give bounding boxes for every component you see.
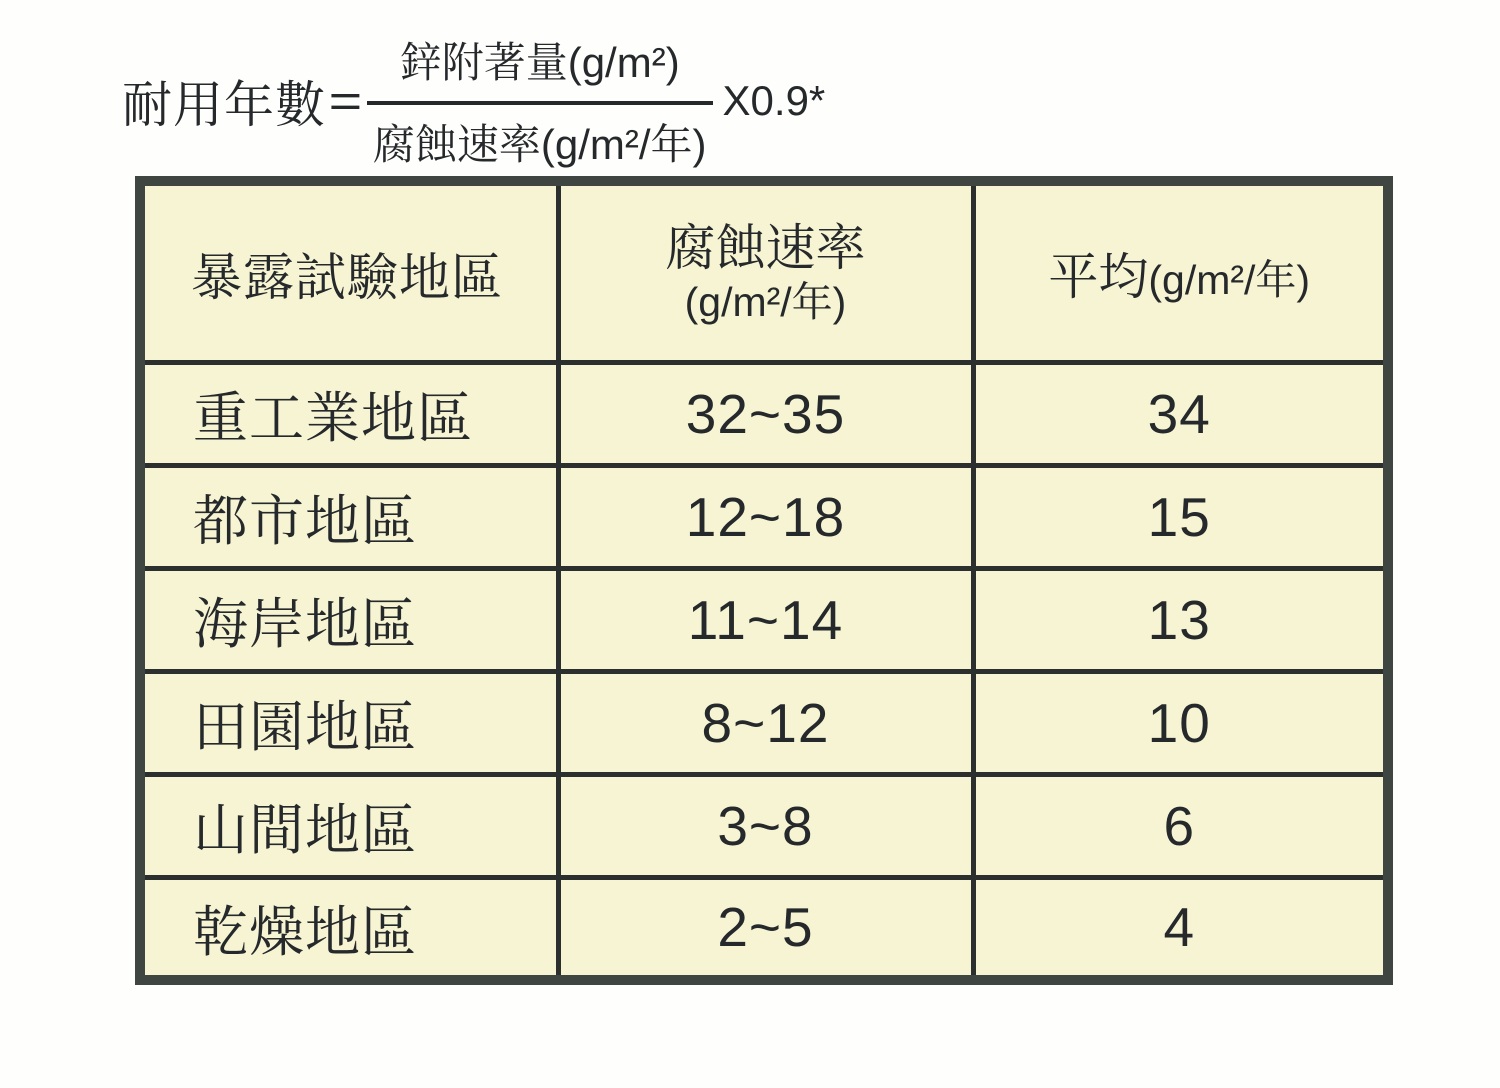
formula-equals-sign: = bbox=[328, 75, 363, 127]
header-average-unit: (g/m²/年) bbox=[1148, 256, 1311, 303]
average-cell: 4 bbox=[973, 877, 1388, 980]
average-cell: 6 bbox=[973, 774, 1388, 877]
formula-numerator: 鋅附著量(g/m²) bbox=[399, 39, 680, 86]
region-cell: 乾燥地區 bbox=[140, 877, 558, 980]
formula-denominator: 腐蝕速率(g/m²/年) bbox=[372, 121, 707, 168]
header-average-title: 平均 bbox=[1048, 248, 1149, 305]
table-row bbox=[140, 877, 1388, 980]
average-cell: 15 bbox=[973, 465, 1388, 568]
rate-cell: 3~8 bbox=[558, 774, 973, 877]
region-cell: 田園地區 bbox=[140, 671, 558, 774]
corrosion-rate-table bbox=[135, 176, 1393, 985]
rate-cell: 2~5 bbox=[558, 877, 973, 980]
region-cell: 海岸地區 bbox=[140, 568, 558, 671]
rate-cell: 8~12 bbox=[558, 671, 973, 774]
table-row bbox=[140, 568, 1388, 671]
table-row bbox=[140, 671, 1388, 774]
table-row bbox=[140, 465, 1388, 568]
formula-lhs: 耐用年數 bbox=[122, 77, 326, 133]
region-cell: 都市地區 bbox=[140, 465, 558, 568]
average-cell: 34 bbox=[973, 362, 1388, 465]
header-corrosion-rate bbox=[558, 181, 973, 362]
rate-cell: 12~18 bbox=[558, 465, 973, 568]
formula-multiplier: X0.9* bbox=[722, 77, 826, 124]
table-header-row bbox=[140, 181, 1388, 362]
rate-cell: 32~35 bbox=[558, 362, 973, 465]
average-cell: 13 bbox=[973, 568, 1388, 671]
header-corrosion-rate-unit: (g/m²/年) bbox=[684, 278, 847, 325]
table-row bbox=[140, 774, 1388, 877]
region-cell: 山間地區 bbox=[140, 774, 558, 877]
rate-cell: 11~14 bbox=[558, 568, 973, 671]
header-exposure-region: 暴露試驗地區 bbox=[140, 181, 558, 362]
durability-formula bbox=[122, 30, 825, 172]
header-average bbox=[973, 181, 1388, 362]
header-corrosion-rate-title: 腐蝕速率 bbox=[665, 219, 866, 276]
region-cell: 重工業地區 bbox=[140, 362, 558, 465]
table-row bbox=[140, 362, 1388, 465]
average-cell: 10 bbox=[973, 671, 1388, 774]
formula-fraction bbox=[367, 30, 713, 172]
